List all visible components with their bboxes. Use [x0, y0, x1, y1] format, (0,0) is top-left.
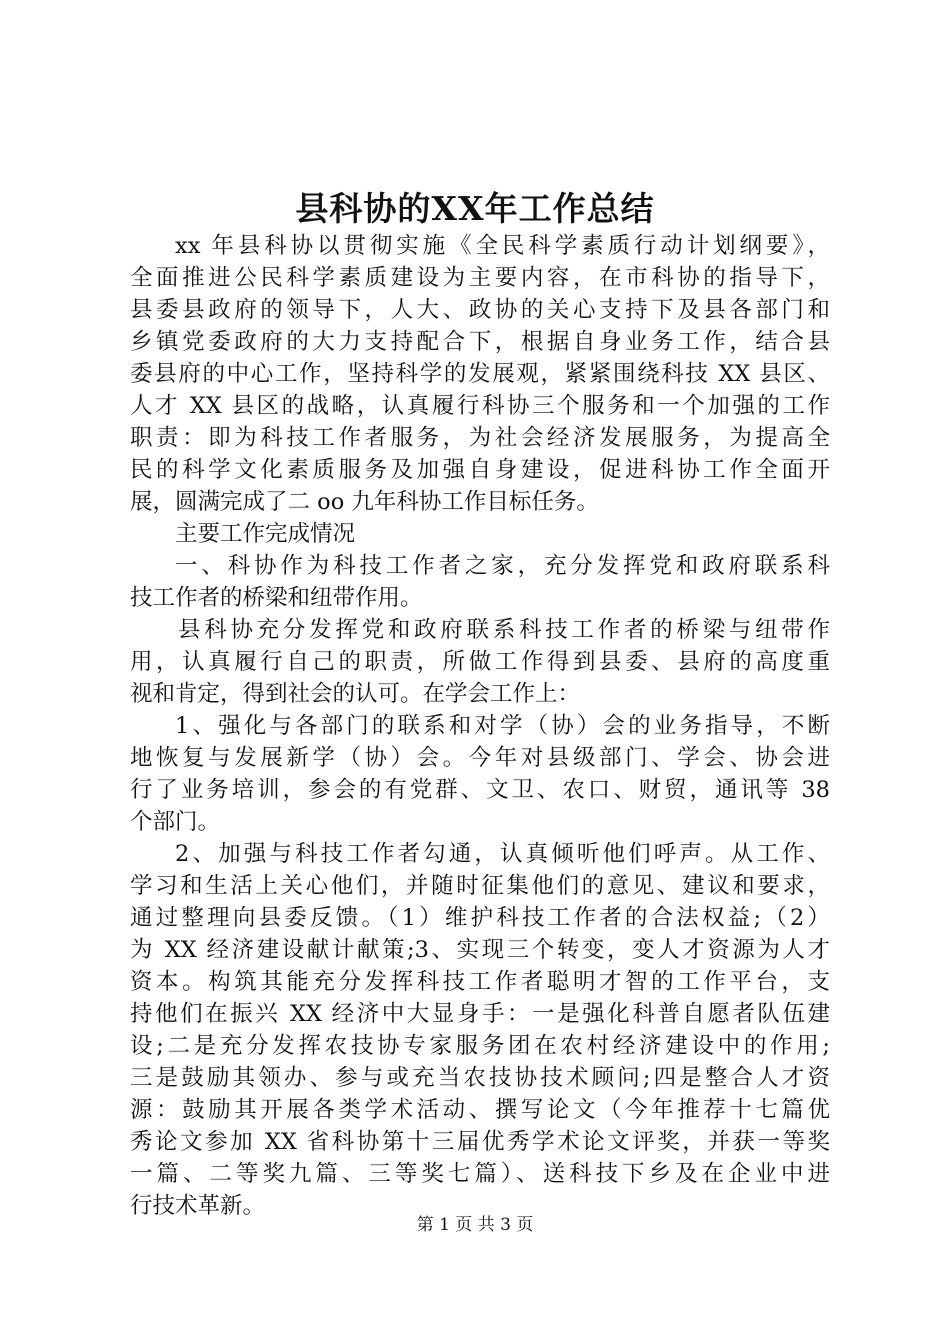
body-line: 视和肯定，得到社会的认可。在学会工作上： — [130, 681, 581, 707]
body-line: 1、强化与各部门的联系和对学（协）会的业务指导，不断 — [175, 713, 830, 739]
body-line: 职责：即为科技工作者服务，为社会经济发展服务，为提高全 — [130, 425, 830, 451]
body-line: 县委县政府的领导下，人大、政协的关心支持下及县各部门和 — [130, 297, 830, 323]
body-line: 行技术革新。 — [130, 1193, 266, 1219]
body-line: xx 年县科协以贯彻实施《全民科学素质行动计划纲要》， — [175, 233, 830, 259]
body-line: 地恢复与发展新学（协）会。今年对县级部门、学会、协会进 — [130, 745, 830, 771]
body-line: 民的科学文化素质服务及加强自身建设，促进科协工作全面开 — [130, 457, 830, 483]
body-line: 县科协充分发挥党和政府联系科技工作者的桥梁与纽带作 — [178, 617, 830, 643]
body-line: 展，圆满完成了二 oo 九年科协工作目标任务。 — [130, 489, 599, 515]
body-line: 通过整理向县委反馈。（1）维护科技工作者的合法权益;（2） — [130, 905, 830, 931]
body-line: 一篇、二等奖九篇、三等奖七篇）、送科技下乡及在企业中进 — [130, 1161, 830, 1187]
page-footer: 第 1 页 共 3 页 — [416, 1215, 534, 1235]
body-line: 为 XX 经济建设献计献策;3、实现三个转变，变人才资源为人才 — [130, 937, 830, 963]
body-line: 委县府的中心工作，坚持科学的发展观，紧紧围绕科技 XX 县区、 — [130, 361, 830, 387]
body-line: 个部门。 — [130, 809, 221, 835]
body-line: 2、加强与科技工作者勾通，认真倾听他们呼声。从工作、 — [175, 841, 830, 867]
body-line: 设;二是充分发挥农技协专家服务团在农村经济建设中的作用; — [130, 1033, 830, 1059]
body-line: 人才 XX 县区的战略，认真履行科协三个服务和一个加强的工作 — [130, 393, 830, 419]
body-line: 学习和生活上关心他们，并随时征集他们的意见、建议和要求， — [130, 873, 830, 899]
body-line: 乡镇党委政府的大力支持配合下，根据自身业务工作，结合县 — [130, 329, 830, 355]
body-line: 秀论文参加 XX 省科协第十三届优秀学术论文评奖，并获一等奖 — [130, 1129, 830, 1155]
body-line: 源：鼓励其开展各类学术活动、撰写论文（今年推荐十七篇优 — [130, 1097, 830, 1123]
body-line: 主要工作完成情况 — [175, 521, 356, 547]
body-line: 全面推进公民科学素质建设为主要内容，在市科协的指导下， — [130, 265, 830, 291]
body-line: 技工作者的桥梁和纽带作用。 — [130, 585, 423, 611]
body-line: 资本。构筑其能充分发挥科技工作者聪明才智的工作平台，支 — [130, 969, 830, 995]
document-body — [130, 230, 830, 1222]
body-line: 持他们在振兴 XX 经济中大显身手：一是强化科普自愿者队伍建 — [130, 1001, 830, 1027]
body-line: 用，认真履行自己的职责，所做工作得到县委、县府的高度重 — [130, 649, 830, 675]
body-line: 行了业务培训，参会的有党群、文卫、农口、财贸，通讯等 38 — [130, 777, 830, 803]
document-title: 县科协的XX年工作总结 — [295, 189, 655, 228]
body-line: 三是鼓励其领办、参与或充当农技协技术顾问;四是整合人才资 — [130, 1065, 830, 1091]
body-line: 一、科协作为科技工作者之家，充分发挥党和政府联系科 — [175, 553, 830, 579]
